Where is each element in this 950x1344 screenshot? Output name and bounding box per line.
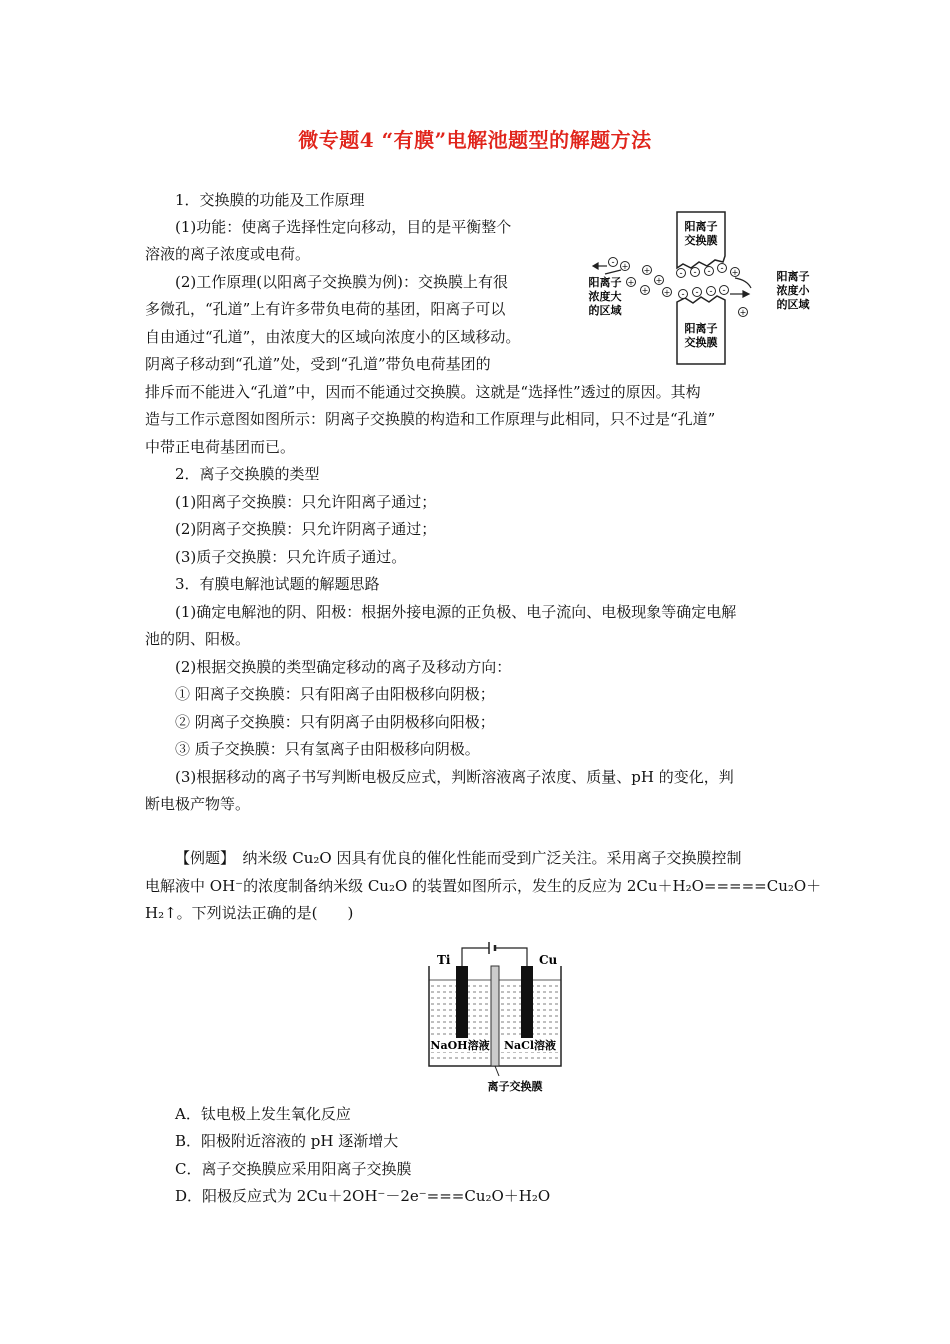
text-line: ② 阴离子交换膜：只有阴离子由阴极移向阳极； [175,713,495,731]
svg-text:+: + [621,262,629,271]
svg-text:-: - [709,287,713,297]
page-title: 微专题4 “有膜”电解池题型的解题方法 [298,128,652,152]
text-line: (3)根据移动的离子书写判断电极反应式，判断溶液离子浓度、质量、pH 的变化，判 [175,768,734,786]
text-line: 【例题】 纳米级 Cu₂O 因具有优良的催化性能而受到广泛关注。采用离子交换膜控制 [175,849,742,867]
top-membrane-label-1: 阳离子 [684,220,718,233]
text-line: 中带正电荷基团而已。 [145,438,296,456]
svg-text:+: + [643,266,651,275]
text-line: 排斥而不能进入“孔道”中，因而不能通过交换膜。这就是“选择性”透过的原因。其构 [145,383,701,401]
option-a: A．钛电极上发生氧化反应 [175,1105,351,1123]
right-region-label-2: 浓度小 [776,284,810,297]
text-line: 1．交换膜的功能及工作原理 [175,191,365,209]
text-line: 池的阴、阳极。 [145,630,251,648]
svg-text:-: - [707,267,711,277]
left-region-label-2: 浓度大 [588,290,622,303]
top-membrane-label-2: 交换膜 [684,234,718,247]
text-line: 断电极产物等。 [145,795,251,813]
membrane-schematic-figure [585,210,825,370]
svg-text:+: + [655,276,663,285]
electrolysis-cell-figure [415,938,575,1098]
text-line: 造与工作示意图如图所示：阴离子交换膜的构造和工作原理与此相同，只不过是“孔道” [145,410,716,428]
svg-text:-: - [722,286,726,296]
text-line: ③ 质子交换膜：只有氢离子由阳极移向阴极。 [175,740,480,758]
battery-icon [489,942,495,954]
option-d: D．阳极反应式为 2Cu＋2OH⁻－2e⁻===Cu₂O＋H₂O [175,1187,551,1205]
membrane-label: 离子交换膜 [487,1080,543,1093]
bottom-membrane-label-2: 交换膜 [684,336,718,349]
text-line: (1)功能：使离子选择性定向移动，目的是平衡整个 [175,218,512,236]
text-line: (2)阴离子交换膜：只允许阴离子通过； [175,520,437,538]
svg-text:+: + [731,268,739,277]
naoh-solution-label: NaOH溶液 [430,1039,490,1052]
text-line: 电解液中 OH⁻的浓度制备纳米级 Cu₂O 的装置如图所示，发生的反应为 2Cu＋H₂O=====Cu₂O＋ [145,877,822,895]
text-line: (2)工作原理(以阳离子交换膜为例)：交换膜上有很 [175,273,508,291]
ion-exchange-membrane [491,966,499,1066]
text-line: 3．有膜电解池试题的解题思路 [175,575,380,593]
ti-electrode [456,966,468,1038]
svg-text:-: - [679,269,683,279]
svg-text:+: + [641,286,649,295]
cu-electrode-label: Cu [539,953,558,967]
right-region-label-3: 的区域 [776,298,810,311]
text-line: 阴离子移动到“孔道”处，受到“孔道”带负电荷基团的 [145,355,491,373]
ti-electrode-label: Ti [437,953,451,967]
text-line: 自由通过“孔道”，由浓度大的区域向浓度小的区域移动。 [145,328,521,346]
negative-charge-icons [677,264,729,301]
anion-icon [609,258,618,269]
text-line: 2．离子交换膜的类型 [175,465,320,483]
svg-text:-: - [611,258,615,268]
svg-text:-: - [693,268,697,278]
option-b: B．阳极附近溶液的 pH 逐渐增大 [175,1132,399,1150]
svg-text:+: + [739,308,747,317]
bottom-membrane-label-1: 阳离子 [684,322,718,335]
svg-text:-: - [681,290,685,300]
left-region-label-1: 阳离子 [588,276,622,289]
text-line: (2)根据交换膜的类型确定移动的离子及移动方向： [175,658,512,676]
text-line: 溶液的离子浓度或电荷。 [145,245,311,263]
right-region-label-1: 阳离子 [776,270,810,283]
text-line: (1)阳离子交换膜：只允许阳离子通过； [175,493,437,511]
text-line: 多微孔，“孔道”上有许多带负电荷的基团，阳离子可以 [145,300,506,318]
text-line: (1)确定电解池的阴、阳极：根据外接电源的正负极、电子流向、电极现象等确定电解 [175,603,737,621]
text-line: H₂↑。下列说法正确的是( ) [145,904,354,922]
svg-text:-: - [695,288,699,298]
option-c: C．离子交换膜应采用阳离子交换膜 [175,1160,412,1178]
svg-text:+: + [627,278,635,287]
text-line: (3)质子交换膜：只允许质子通过。 [175,548,407,566]
svg-text:+: + [663,288,671,297]
svg-text:-: - [720,264,724,274]
left-region-label-3: 的区域 [588,304,622,317]
nacl-solution-label: NaCl溶液 [503,1039,557,1052]
text-line: ① 阳离子交换膜：只有阳离子由阳极移向阴极； [175,685,495,703]
cu-electrode [521,966,533,1038]
